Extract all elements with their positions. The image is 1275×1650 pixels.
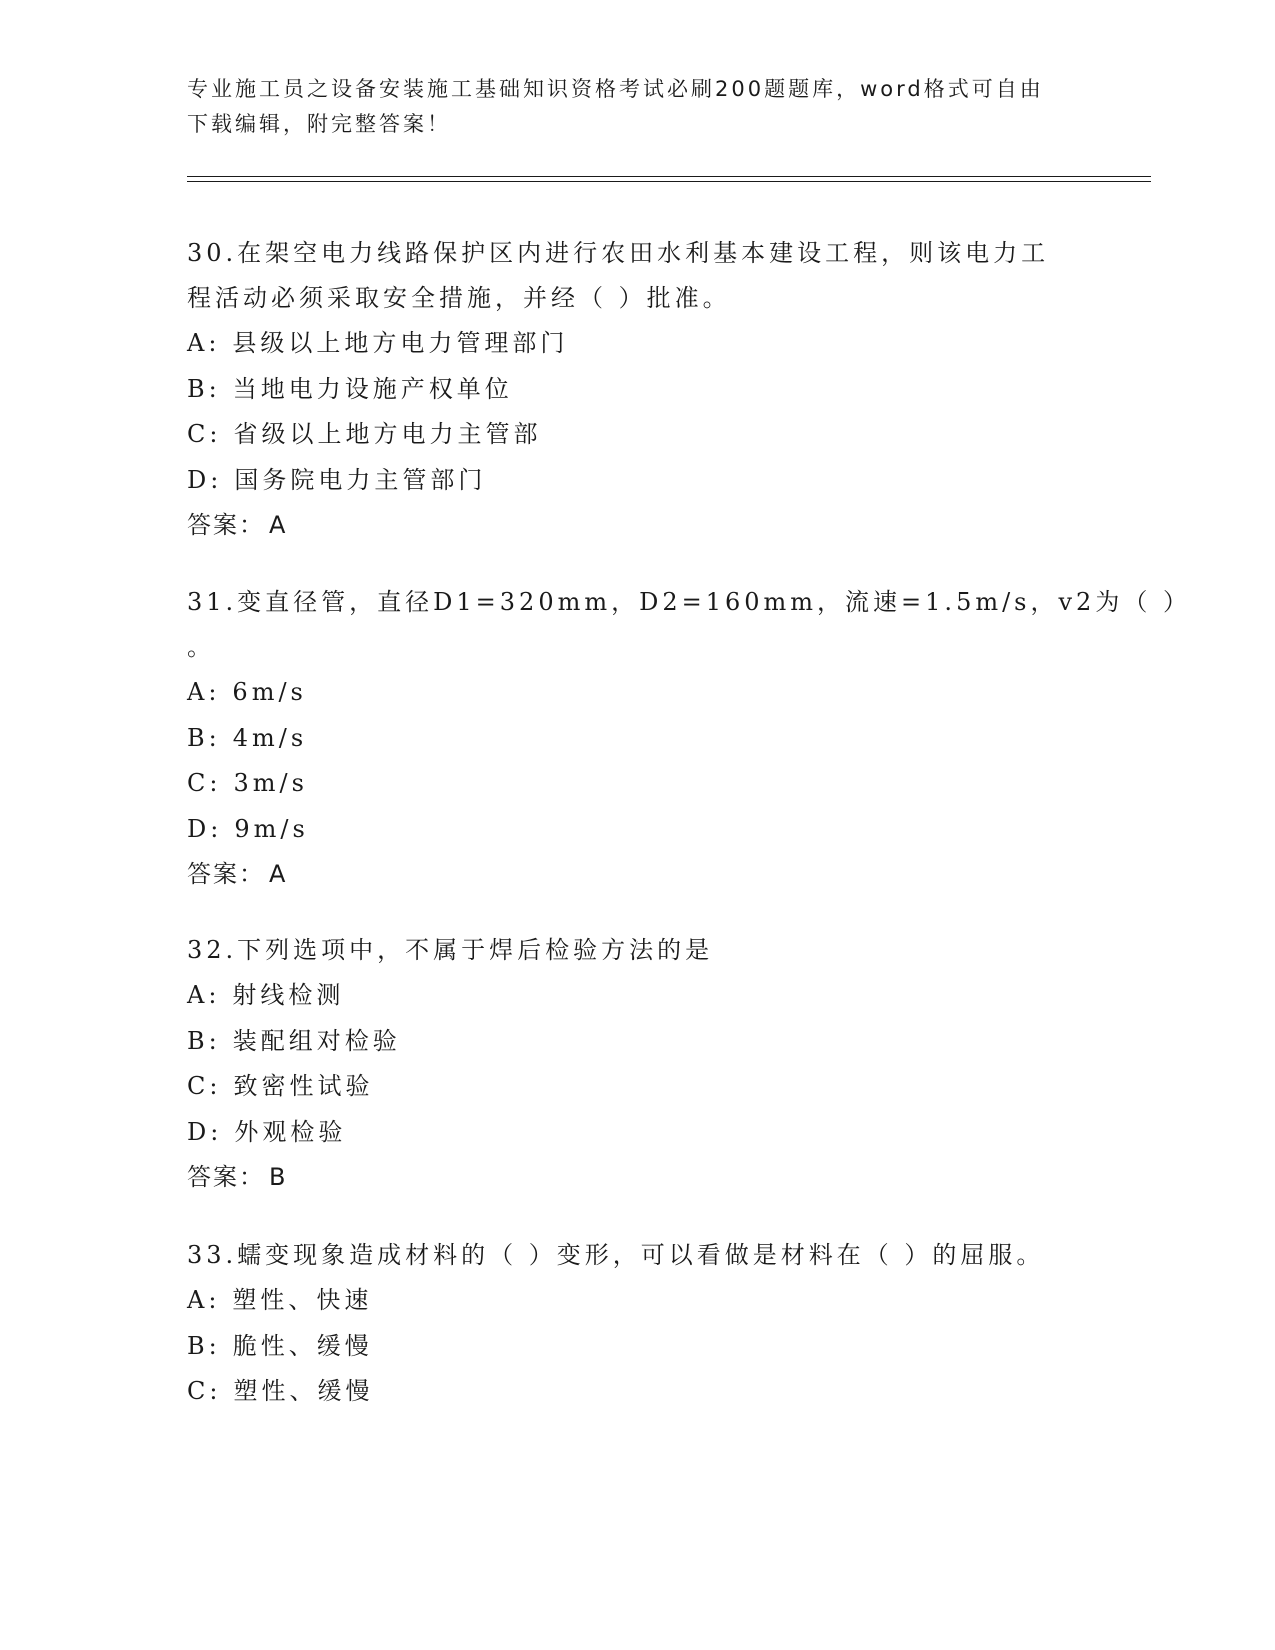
option-key: B: xyxy=(187,1331,221,1360)
option-a xyxy=(187,670,1087,716)
answer-label: 答案： xyxy=(187,511,265,539)
option-key: A: xyxy=(187,981,221,1009)
option-text: 县级以上地方电力管理部门 xyxy=(232,329,569,357)
option-key: B: xyxy=(187,374,221,403)
answer-line xyxy=(187,852,1087,898)
question-30 xyxy=(187,231,1087,549)
option-a xyxy=(187,1278,1087,1324)
option-b xyxy=(187,1324,1087,1370)
option-key: D: xyxy=(187,814,223,843)
answer-line xyxy=(187,1155,1087,1201)
header-rule-bottom xyxy=(187,181,1151,182)
option-key: C: xyxy=(187,1377,222,1405)
option-text: 9m/s xyxy=(234,814,309,843)
option-d xyxy=(187,458,1087,504)
option-text: 致密性试验 xyxy=(233,1072,374,1100)
question-stem-line: 。 xyxy=(187,633,215,661)
question-31 xyxy=(187,580,1191,898)
option-b xyxy=(187,367,1087,413)
option-key: A: xyxy=(187,329,221,357)
option-text: 外观检验 xyxy=(234,1117,347,1146)
header-rule-top xyxy=(187,176,1151,177)
option-text: 装配组对检验 xyxy=(232,1026,401,1055)
option-c xyxy=(187,761,1087,807)
document-header xyxy=(187,72,1067,142)
option-text: 脆性、缓慢 xyxy=(232,1331,373,1360)
option-key: C: xyxy=(187,420,222,448)
answer-value: B xyxy=(269,1163,288,1191)
option-a xyxy=(187,321,1087,367)
option-key: C: xyxy=(187,769,222,797)
option-b xyxy=(187,1019,1087,1065)
question-stem-line: 程活动必须采取安全措施，并经（ ）批准。 xyxy=(187,284,731,312)
answer-line xyxy=(187,503,1087,549)
option-a xyxy=(187,973,1087,1019)
question-33 xyxy=(187,1233,1087,1415)
option-b xyxy=(187,716,1087,762)
option-key: B: xyxy=(187,1026,221,1055)
option-text: 塑性、缓慢 xyxy=(233,1377,374,1405)
answer-value: A xyxy=(269,860,288,888)
option-text: 当地电力设施产权单位 xyxy=(232,374,513,403)
option-text: 国务院电力主管部门 xyxy=(234,465,487,494)
option-key: D: xyxy=(187,1117,223,1146)
option-text: 省级以上地方电力主管部 xyxy=(233,420,542,448)
option-key: C: xyxy=(187,1072,222,1100)
option-text: 4m/s xyxy=(232,723,308,752)
question-32 xyxy=(187,928,1087,1201)
option-text: 塑性、快速 xyxy=(232,1286,373,1314)
question-stem-line: 31.变直径管，直径D1=320mm，D2=160mm，流速=1.5m/s，v2为（ ） xyxy=(187,588,1191,616)
option-text: 射线检测 xyxy=(232,981,345,1009)
option-text: 6m/s xyxy=(232,678,307,706)
question-stem-line: 33.蠕变现象造成材料的（ ）变形，可以看做是材料在（ ）的屈服。 xyxy=(187,1241,1045,1269)
header-line-2: 下载编辑，附完整答案！ xyxy=(187,112,451,136)
question-stem-line: 30.在架空电力线路保护区内进行农田水利基本建设工程，则该电力工 xyxy=(187,239,1050,267)
option-text: 3m/s xyxy=(233,769,308,797)
answer-label: 答案： xyxy=(187,1163,265,1191)
option-c xyxy=(187,1369,1087,1415)
option-c xyxy=(187,1064,1087,1110)
option-key: A: xyxy=(187,678,221,706)
option-key: B: xyxy=(187,723,221,752)
option-d xyxy=(187,807,1087,853)
option-key: A: xyxy=(187,1286,221,1314)
option-key: D: xyxy=(187,465,223,494)
option-d xyxy=(187,1110,1087,1156)
answer-value: A xyxy=(269,511,288,539)
question-stem-line: 32.下列选项中，不属于焊后检验方法的是 xyxy=(187,936,714,964)
option-c xyxy=(187,412,1087,458)
header-line-1: 专业施工员之设备安装施工基础知识资格考试必刷200题题库，word格式可自由 xyxy=(187,77,1044,101)
answer-label: 答案： xyxy=(187,860,265,888)
